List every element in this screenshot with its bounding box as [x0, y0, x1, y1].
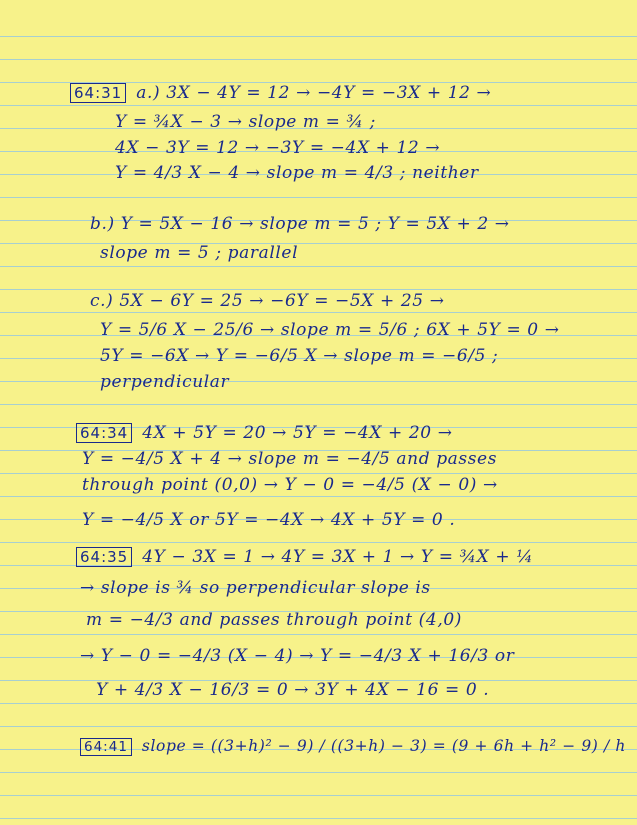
line-text: slope = ((3+h)² − 9) / ((3+h) − 3) = (9 + 6h + h² − 9) / h	[141, 737, 626, 755]
problem-line: slope m = 5 ; parallel	[100, 243, 299, 263]
problem-line	[76, 423, 453, 443]
problem-line: m = −4/3 and passes through point (4,0)	[86, 610, 462, 630]
problem-line	[80, 737, 626, 756]
problem-line: Y = ¾X − 3 → slope m = ¾ ;	[115, 112, 376, 132]
problem-tag: 64:35	[76, 547, 132, 567]
problem-line: Y = −4/5 X or 5Y = −4X → 4X + 5Y = 0 .	[82, 510, 456, 530]
line-text: 4Y − 3X = 1 → 4Y = 3X + 1 → Y = ¾X + ¼	[142, 547, 534, 567]
line-text: 4X + 5Y = 20 → 5Y = −4X + 20 →	[142, 423, 453, 443]
problem-line	[70, 83, 491, 103]
line-text: a.) 3X − 4Y = 12 → −4Y = −3X + 12 →	[136, 83, 492, 103]
problem-line: c.) 5X − 6Y = 25 → −6Y = −5X + 25 →	[90, 291, 445, 311]
problem-line: → Y − 0 = −4/3 (X − 4) → Y = −4/3 X + 16/3 or	[80, 646, 515, 666]
problem-line: Y = −4/5 X + 4 → slope m = −4/5 and passes	[82, 449, 498, 469]
problem-line: 4X − 3Y = 12 → −3Y = −4X + 12 →	[115, 138, 441, 158]
problem-line: Y = 4/3 X − 4 → slope m = 4/3 ; neither	[115, 163, 479, 183]
problem-tag: 64:31	[70, 83, 126, 103]
problem-line: b.) Y = 5X − 16 → slope m = 5 ; Y = 5X + 2 →	[90, 214, 510, 234]
problem-line: → slope is ¾ so perpendicular slope is	[80, 578, 431, 598]
problem-tag: 64:41	[80, 738, 132, 756]
problem-line: perpendicular	[100, 372, 230, 392]
problem-line: Y + 4/3 X − 16/3 = 0 → 3Y + 4X − 16 = 0 .	[96, 680, 490, 700]
problem-line: 5Y = −6X → Y = −6/5 X → slope m = −6/5 ;	[100, 346, 499, 366]
problem-line: Y = 5/6 X − 25/6 → slope m = 5/6 ; 6X + 5Y = 0 →	[100, 320, 560, 340]
problem-tag: 64:34	[76, 423, 132, 443]
problem-line: through point (0,0) → Y − 0 = −4/5 (X − 0) →	[82, 475, 498, 495]
problem-line	[76, 547, 533, 567]
